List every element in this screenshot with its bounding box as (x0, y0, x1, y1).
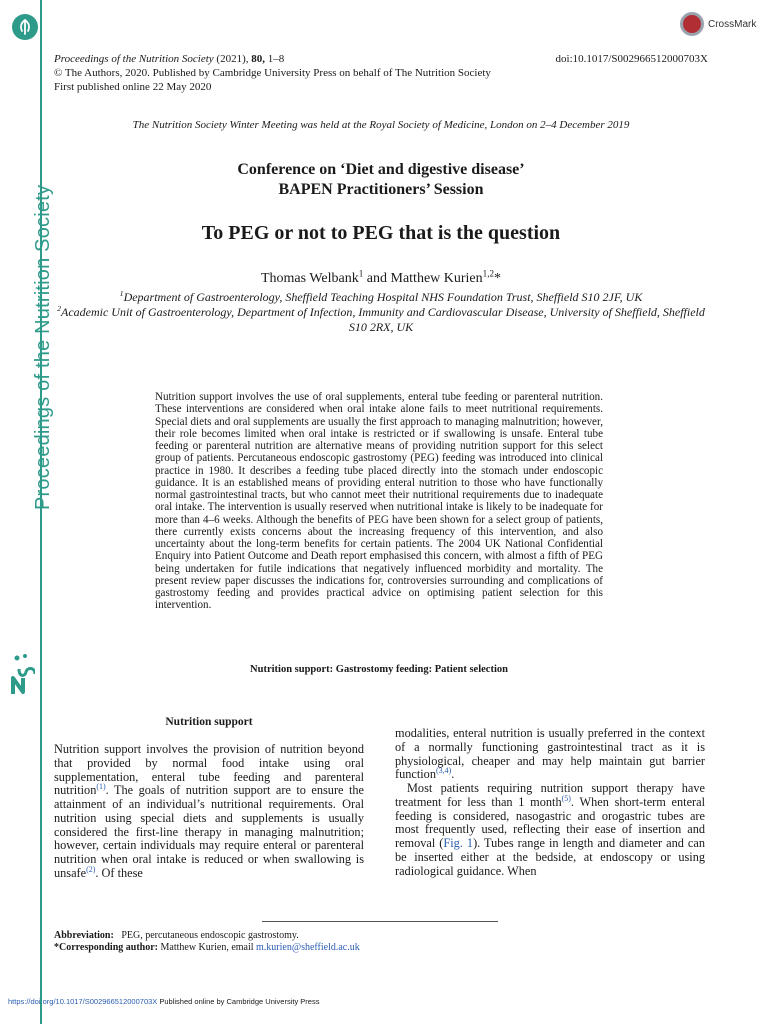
page-footer (8, 997, 319, 1006)
conference-line-2: BAPEN Practitioners’ Session (278, 181, 484, 198)
published-date: First published online 22 May 2020 (54, 81, 212, 93)
figure-link[interactable]: Fig. 1 (443, 836, 474, 850)
affiliations (54, 290, 708, 335)
conference-title (54, 160, 708, 200)
journal-year: (2021), (216, 53, 249, 65)
keywords: Nutrition support: Gastrostomy feeding: Patient selection (250, 664, 508, 675)
copyright-line: © The Authors, 2020. Published by Cambridge University Press on behalf of The Nutrition Society (54, 67, 491, 79)
journal-pages: 1–8 (267, 53, 285, 65)
author-conjunction: and (363, 271, 391, 286)
paragraph-3-text-c: ). Tubes range in length and diameter and can be inserted either at the bedside, at endoscopy or using radiological guidance. When (395, 836, 705, 878)
affiliation-2-text: Academic Unit of Gastroenterology, Department of Infection, Immunity and Cardiovascular Disease, University of Sheffield, Sheffield S10 2RX, UK (61, 305, 705, 334)
paragraph-2 (395, 727, 705, 782)
conference-line-1: Conference on ‘Diet and digestive disease’ (237, 161, 525, 178)
sidebar-journal-name: Proceedings of the Nutrition Society (32, 184, 54, 510)
paragraph-2-text-b: . (451, 767, 455, 782)
nutrition-society-logo-icon (9, 652, 35, 696)
paragraph-1-text-c: . Of these (95, 865, 143, 880)
body-column-right (395, 727, 705, 878)
meeting-note: The Nutrition Society Winter Meeting was held at the Royal Society of Medicine, London on 2–4 December 2019 (132, 119, 630, 131)
corresponding-label: *Corresponding author: (54, 941, 158, 953)
paragraph-3-text-a: Most patients requiring nutrition support therapy have treatment for less than 1 month (395, 781, 705, 809)
footer-text: Published online by Cambridge University Press (157, 997, 320, 1006)
paragraph-1-text-a: Nutrition support involves the provision of nutrition beyond that provided by normal food intake using oral supplementation, enteral tube feeding and parenteral nutrition (54, 742, 364, 798)
citation-line (54, 52, 284, 66)
author-list (54, 268, 708, 287)
reference-link-2[interactable]: (2) (86, 864, 96, 874)
article-header (54, 52, 708, 94)
paragraph-1 (54, 743, 364, 881)
doi-link[interactable]: https://doi.org/10.1017/S002966512000703X (8, 997, 158, 1006)
affiliation-1-text: Department of Gastroenterology, Sheffield Teaching Hospital NHS Foundation Trust, Sheffield S10 2JF, UK (123, 290, 643, 304)
journal-volume: 80, (251, 53, 265, 65)
abstract: Nutrition support involves the use of oral supplements, enteral tube feeding or parenteral nutrition. These interventions are considered when oral intake alone fails to meet nutritional requirements. Special diets and oral supplements are usually the first approach to managing malnutrition; however, their role becomes limited when oral intake is restricted or if swallowing is unsafe. Enteral tube feeding or parenteral nutrition are alternative means of providing nutrition support for this select group of patients. Percutaneous endoscopic gastrostomy (PEG) feeding was introduced into clinical practice in 1980. It describes a feeding tube placed directly into the stomach under endoscopic guidance. It is an established means of providing enteral nutrition to those who have functionally normal gastrointestinal tracts, but who cannot meet their nutritional requirements due to inadequate oral intake. The intervention is usually reserved when nutritional intake is likely to be inadequate for more than 4–6 weeks. Although the benefits of PEG have been shown for a select group of patients, there currently exists concerns about the increasing frequency of this intervention, and also uncertainty about the long-term benefits for certain patients. The 2004 UK National Confidential Enquiry into Patient Outcome and Death report emphasised this concern, with almost a fifth of PEG being undertaken for futile indications that negatively influenced morbidity and mortality. The present review paper discusses the indications for, controversies surrounding and complications of gastrostomy feeding and provides practical advice on optimising patient selection for this intervention. (155, 391, 603, 612)
author-2: Matthew Kurien (390, 271, 483, 286)
author-2-affil: 1,2 (482, 268, 495, 279)
crossmark-label: CrossMark (708, 18, 757, 30)
abbreviation-label: Abbreviation: (54, 930, 114, 941)
author-1-affil: 1 (358, 268, 364, 279)
paragraph-2-text-a: modalities, enteral nutrition is usually preferred in the context of a normally functioning gastrointestinal tract as it is physiological, cheaper and may help maintain gut barrier function (395, 726, 705, 782)
reference-link-5[interactable]: (5) (561, 793, 571, 803)
corresponding-author-note (54, 942, 708, 954)
sidebar-divider (40, 0, 42, 1024)
doi: doi:10.1017/S002966512000703X (555, 53, 708, 65)
reference-link-1[interactable]: (1) (96, 782, 106, 792)
article-title: To PEG or not to PEG that is the question (201, 222, 561, 244)
section-heading: Nutrition support (165, 716, 253, 728)
abbreviation-note (54, 930, 708, 942)
body-column-left (54, 716, 364, 881)
crossmark-icon (680, 12, 704, 36)
footnotes (54, 930, 708, 953)
affiliation-1-number: 1 (119, 289, 124, 298)
paragraph-3 (395, 782, 705, 878)
affiliation-1 (54, 290, 708, 305)
affiliation-2 (54, 305, 708, 335)
journal-name: Proceedings of the Nutrition Society (54, 53, 214, 65)
author-1: Thomas Welbank (260, 271, 359, 286)
paragraph-3-text-b: . When short-term enteral feeding is considered, nasogastric and orogastric tubes are most frequently used, reflecting their ease of insertion and removal ( (395, 794, 705, 850)
crossmark-badge[interactable] (680, 12, 756, 36)
paragraph-1-text-b: . The goals of nutrition support are to ensure the attainment of an individual’s nutritional requirements. Oral nutrition using special diets and supplements is usually considered the first-line therapy in managing malnutrition; however, certain individuals may require enteral or parenteral nutrition when oral intake is reduced or when swallowing is unsafe (54, 783, 364, 880)
reference-link-3-4[interactable]: (3,4) (435, 766, 452, 776)
corresponding-star: * (494, 271, 502, 286)
email-link[interactable]: m.kurien@sheffield.ac.uk (256, 941, 360, 953)
footnote-divider (262, 921, 498, 922)
journal-sidebar (0, 0, 54, 1024)
affiliation-2-number: 2 (57, 304, 61, 313)
abbreviation-text: PEG, percutaneous endoscopic gastrostomy. (121, 930, 299, 941)
open-access-icon[interactable] (12, 14, 38, 40)
corresponding-text: Matthew Kurien, email (160, 941, 257, 953)
